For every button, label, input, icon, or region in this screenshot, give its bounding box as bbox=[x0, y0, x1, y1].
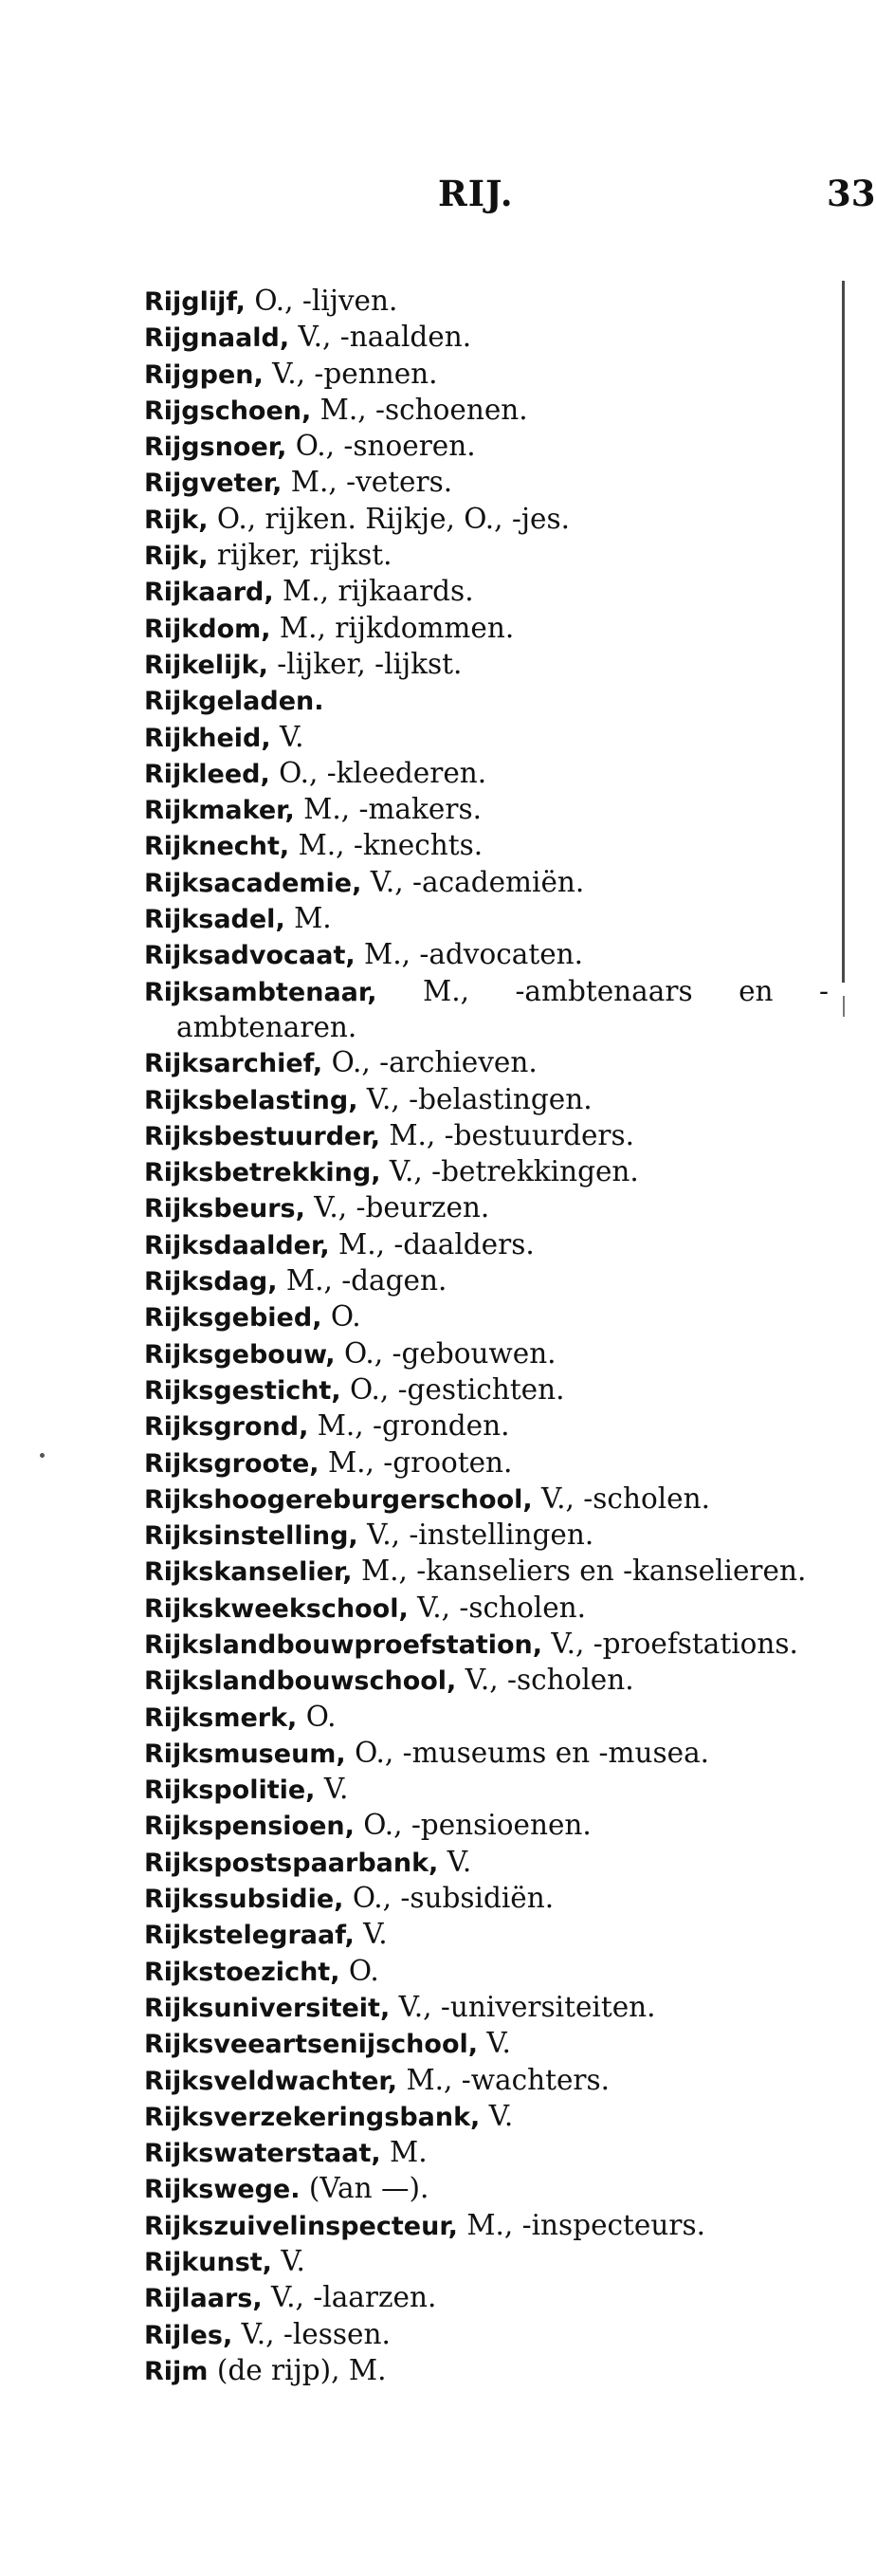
entry-headword: Rijksgebied, bbox=[144, 1303, 322, 1334]
entry-inflection: V., -proefstations. bbox=[551, 1627, 798, 1660]
entry-headword: Rijksadvocaat, bbox=[144, 941, 356, 971]
entry-rijgsnoer bbox=[144, 429, 829, 465]
entry-headword: Rijkskweekschool, bbox=[144, 1593, 409, 1624]
entry-rijksmuseum bbox=[144, 1736, 829, 1772]
entry-headword: Rijgveter, bbox=[144, 469, 283, 499]
entry-headword: Rijkswaterstaat, bbox=[144, 2139, 381, 2169]
entry-inflection: V., -scholen. bbox=[465, 1664, 634, 1697]
entry-inflection: O. bbox=[348, 1954, 379, 1987]
entry-rijk-noun bbox=[144, 502, 829, 538]
entry-headword: Rijksveeartsenijschool, bbox=[144, 2030, 479, 2060]
entry-rijkspolitie bbox=[144, 1772, 829, 1808]
entry-headword: Rijkspolitie, bbox=[144, 1776, 316, 1806]
entry-headword: Rijkslandbouwschool, bbox=[144, 1666, 457, 1697]
entry-inflection: M., -veters. bbox=[290, 466, 453, 499]
entry-rijkheid bbox=[144, 720, 829, 756]
entry-inflection: V., -betrekkingen. bbox=[389, 1155, 639, 1188]
entry-rijknecht bbox=[144, 828, 829, 864]
entry-headword: Rijksmuseum, bbox=[144, 1739, 346, 1769]
entry-rijgschoen bbox=[144, 393, 829, 429]
entry-rijkdom bbox=[144, 611, 829, 647]
entry-rijksdaalder bbox=[144, 1227, 829, 1263]
entry-inflection: V. bbox=[281, 2245, 305, 2278]
entry-inflection: M. bbox=[294, 902, 332, 935]
entry-headword: Rijksacademie, bbox=[144, 868, 362, 898]
entry-inflection: O., -archieven. bbox=[331, 1046, 538, 1079]
entry-headword: Rijkleed, bbox=[144, 759, 270, 789]
entry-headword: Rijksarchief, bbox=[144, 1049, 323, 1079]
entry-headword: Rijkaard, bbox=[144, 578, 274, 608]
entry-rijkszuivelinspecteur bbox=[144, 2208, 829, 2244]
entry-inflection: M., -knechts. bbox=[298, 829, 484, 862]
entry-rijkunst bbox=[144, 2244, 829, 2280]
entry-rijksbetrekking bbox=[144, 1154, 829, 1190]
entry-rijksarchief bbox=[144, 1045, 829, 1081]
entry-headword: Rijm bbox=[144, 2356, 209, 2386]
entry-headword: Rijksgesticht, bbox=[144, 1375, 341, 1406]
entry-rijles bbox=[144, 2317, 829, 2353]
entry-rijkslandbouwschool bbox=[144, 1663, 829, 1699]
entry-headword: Rijk, bbox=[144, 542, 209, 572]
entry-rijksverzekeringsbank bbox=[144, 2099, 829, 2135]
entry-inflection: O., -lijven. bbox=[254, 285, 398, 317]
entry-headword: Rijkelijk, bbox=[144, 650, 268, 680]
entry-inflection: rijker, rijkst. bbox=[216, 539, 392, 572]
entry-inflection: M., -daalders. bbox=[338, 1227, 535, 1260]
entry-headword: Rijksinstelling, bbox=[144, 1521, 358, 1552]
entry-inflection: (de rijp), M. bbox=[216, 2353, 387, 2386]
entry-inflection: O. bbox=[330, 1300, 361, 1334]
entry-inflection: O. bbox=[305, 1700, 337, 1733]
entry-inflection: M., rijkaards. bbox=[283, 575, 474, 608]
entry-inflection: M. bbox=[390, 2136, 428, 2169]
page-number: 33 bbox=[827, 173, 876, 214]
entry-rijkstelegraaf bbox=[144, 1917, 829, 1953]
entry-rijkswaterstaat bbox=[144, 2135, 829, 2171]
entry-headword: Rijkswege. bbox=[144, 2175, 301, 2205]
entry-headword: Rijkdom, bbox=[144, 614, 271, 644]
entry-inflection: M., -gronden. bbox=[317, 1409, 510, 1443]
entry-rijkmaker bbox=[144, 792, 829, 828]
entry-inflection: V., -belastingen. bbox=[366, 1082, 593, 1115]
entry-inflection: V. bbox=[488, 2099, 514, 2132]
entry-inflection: M., -inspecteurs. bbox=[466, 2208, 705, 2241]
entry-rijksbestuurder bbox=[144, 1118, 829, 1154]
entry-inflection: V. bbox=[447, 1845, 472, 1878]
entry-headword: Rijkssubsidie, bbox=[144, 1885, 344, 1915]
entry-rijgpen bbox=[144, 357, 829, 393]
entry-rijkgeladen bbox=[144, 683, 829, 719]
entry-inflection: O., rijken. Rijkje, O., -jes. bbox=[216, 502, 570, 535]
entry-headword: Rijksbelasting, bbox=[144, 1085, 358, 1115]
entry-rijksdag bbox=[144, 1263, 829, 1299]
entry-headword: Rijkspensioen, bbox=[144, 1812, 355, 1842]
entry-inflection: M., -dagen. bbox=[285, 1264, 447, 1297]
entry-rijksinstelling bbox=[144, 1518, 829, 1554]
entry-headword: Rijlaars, bbox=[144, 2284, 263, 2314]
entry-headword: Rijkstelegraaf, bbox=[144, 1921, 355, 1951]
entry-headword: Rijksbestuurder, bbox=[144, 1121, 380, 1151]
entry-headword: Rijksgebouw, bbox=[144, 1339, 336, 1370]
margin-dot bbox=[40, 1453, 45, 1458]
column-rule-tick bbox=[843, 996, 845, 1017]
entry-rijglijf bbox=[144, 284, 829, 320]
entry-headword: Rijkskanselier, bbox=[144, 1557, 353, 1588]
entry-rijkspensioen bbox=[144, 1808, 829, 1844]
entry-headword: Rijksbetrekking, bbox=[144, 1158, 381, 1188]
entry-headword: Rijksverzekeringsbank, bbox=[144, 2102, 481, 2132]
entry-inflection: M., -grooten. bbox=[327, 1445, 513, 1479]
entry-inflection: V., -academiën. bbox=[370, 865, 585, 898]
entry-inflection: M., rijkdommen. bbox=[279, 611, 515, 644]
entry-rijkleed bbox=[144, 756, 829, 792]
entry-rijksacademie bbox=[144, 865, 829, 901]
entry-rijksbeurs bbox=[144, 1190, 829, 1226]
entry-inflection: M., -wachters. bbox=[406, 2063, 611, 2096]
entry-headword: Rijglijf, bbox=[144, 287, 246, 317]
entry-inflection: V., -lessen. bbox=[241, 2317, 391, 2350]
running-head: RIJ. bbox=[438, 173, 514, 214]
entry-rijgnaald bbox=[144, 320, 829, 356]
column-rule bbox=[842, 281, 845, 983]
entry-rijksgebied bbox=[144, 1299, 829, 1335]
entry-inflection: (Van —). bbox=[308, 2172, 429, 2205]
entry-inflection: -lijker, -lijkst. bbox=[277, 647, 463, 680]
entry-headword: Rijksgroote, bbox=[144, 1448, 319, 1479]
entry-rijkswege bbox=[144, 2171, 829, 2207]
entry-rijkskanselier bbox=[144, 1554, 829, 1590]
entry-headword: Rijksbeurs, bbox=[144, 1194, 305, 1224]
entry-inflection: V., -instellingen. bbox=[367, 1518, 594, 1552]
entry-rijksveldwachter bbox=[144, 2063, 829, 2099]
entry-rijlaars bbox=[144, 2280, 829, 2316]
entry-headword: Rijknecht, bbox=[144, 832, 290, 862]
entry-headword: Rijles, bbox=[144, 2320, 233, 2350]
entry-headword: Rijkstoezicht, bbox=[144, 1957, 340, 1987]
entry-inflection: V., -scholen. bbox=[541, 1481, 710, 1515]
entry-headword: Rijksdaalder, bbox=[144, 1230, 330, 1260]
entry-rijkslandbouwproefstation bbox=[144, 1627, 829, 1663]
entry-rijkskweekschool bbox=[144, 1591, 829, 1627]
entry-headword: Rijkslandbouwproefstation, bbox=[144, 1629, 543, 1660]
entry-inflection: O., -gebouwen. bbox=[343, 1336, 557, 1370]
entry-rijksmerk bbox=[144, 1700, 829, 1736]
entry-headword: Rijkheid, bbox=[144, 723, 271, 753]
entry-rijksambtenaar bbox=[144, 974, 829, 1046]
entry-inflection: M., -kanseliers en -kanselieren. bbox=[360, 1555, 807, 1588]
entry-rijksgrond bbox=[144, 1408, 829, 1444]
entry-headword: Rijksuniversiteit, bbox=[144, 1993, 391, 2023]
entry-rijksgesticht bbox=[144, 1372, 829, 1408]
entry-headword: Rijksdag, bbox=[144, 1267, 278, 1297]
entry-inflection: O., -gestichten. bbox=[349, 1372, 565, 1406]
entry-rijk-adjective bbox=[144, 538, 829, 574]
entry-inflection: V., -pennen. bbox=[272, 357, 438, 390]
entry-rijksbelasting bbox=[144, 1082, 829, 1118]
entry-headword: Rijgschoen, bbox=[144, 396, 312, 426]
entry-inflection: O., -snoeren. bbox=[295, 430, 476, 463]
entry-rijksadel bbox=[144, 901, 829, 937]
entry-headword: Rijgpen, bbox=[144, 359, 264, 390]
entry-headword: Rijkmaker, bbox=[144, 796, 295, 826]
entry-rijgveter bbox=[144, 465, 829, 501]
entry-inflection: O., -museums en -musea. bbox=[355, 1736, 710, 1769]
entry-inflection: M., -schoenen. bbox=[319, 393, 528, 426]
entry-inflection: M., -advocaten. bbox=[364, 938, 584, 971]
dictionary-column bbox=[144, 284, 829, 2389]
entry-rijkelijk bbox=[144, 647, 829, 683]
entry-inflection: V. bbox=[323, 1773, 349, 1806]
entry-headword: Rijkspostspaarbank, bbox=[144, 1848, 439, 1878]
entry-headword: Rijkunst, bbox=[144, 2248, 272, 2278]
entry-headword: Rijksambtenaar, bbox=[144, 977, 377, 1007]
entry-inflection: O., -subsidiën. bbox=[352, 1882, 555, 1915]
entry-headword: Rijksmerk, bbox=[144, 1702, 298, 1733]
entry-rijkaard bbox=[144, 574, 829, 610]
entry-rijksgebouw bbox=[144, 1336, 829, 1372]
entry-headword: Rijgnaald, bbox=[144, 323, 290, 354]
entry-rijkstoezicht bbox=[144, 1954, 829, 1990]
entry-inflection: V., -laarzen. bbox=[271, 2281, 437, 2314]
entry-headword: Rijk, bbox=[144, 505, 209, 535]
entry-headword: Rijgsnoer, bbox=[144, 432, 287, 463]
entry-headword: Rijksgrond, bbox=[144, 1412, 309, 1443]
entry-rijksgroote bbox=[144, 1445, 829, 1481]
entry-inflection: V., -naalden. bbox=[298, 321, 472, 354]
entry-inflection: O., -pensioenen. bbox=[363, 1809, 592, 1842]
entry-rijksadvocaat bbox=[144, 937, 829, 973]
entry-inflection: V., -beurzen. bbox=[314, 1191, 490, 1224]
entry-inflection: V. bbox=[363, 1918, 388, 1951]
entry-rijm bbox=[144, 2353, 829, 2389]
entry-headword: Rijkszuivelinspecteur, bbox=[144, 2211, 458, 2241]
entry-rijkspostspaarbank bbox=[144, 1845, 829, 1881]
entry-rijksveeartsenijschool bbox=[144, 2026, 829, 2062]
entry-rijksuniversiteit bbox=[144, 1990, 829, 2026]
entry-inflection: O., -kleederen. bbox=[279, 756, 487, 789]
entry-inflection: V. bbox=[280, 720, 304, 753]
entry-inflection: V., -scholen. bbox=[417, 1591, 587, 1624]
entry-inflection: V., -universiteiten. bbox=[398, 1990, 656, 2023]
entry-inflection: M., -makers. bbox=[303, 793, 482, 826]
entry-inflection: V. bbox=[486, 2027, 511, 2060]
entry-inflection: M., -bestuurders. bbox=[389, 1118, 635, 1151]
entry-headword: Rijkgeladen. bbox=[144, 687, 324, 717]
entry-inflection: M., -ambtenaars en -ambtenaren. bbox=[176, 974, 829, 1043]
entry-headword: Rijkshoogereburgerschool, bbox=[144, 1484, 533, 1515]
entry-rijkshoogereburgerschool bbox=[144, 1481, 829, 1518]
entry-headword: Rijksadel, bbox=[144, 905, 285, 935]
entry-headword: Rijksveldwachter, bbox=[144, 2066, 398, 2096]
entry-rijkssubsidie bbox=[144, 1881, 829, 1917]
